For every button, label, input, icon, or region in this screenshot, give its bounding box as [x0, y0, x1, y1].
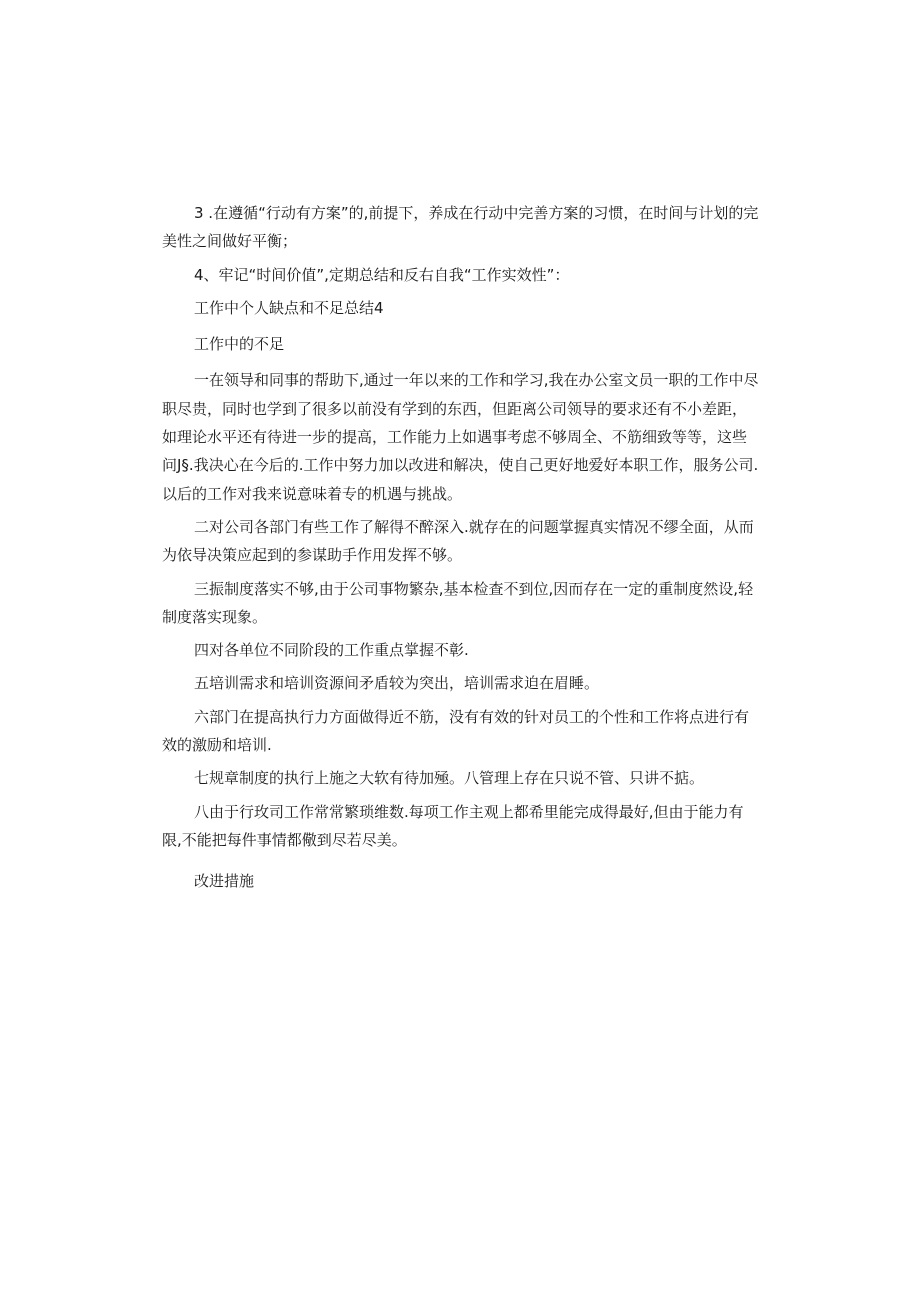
paragraph-time-value: 4、牢记“时间价值”,定期总结和反右自我“工作实效性”：	[194, 265, 570, 284]
paragraph-shortcoming-8b: 八由于行玫司工作常常繁琐维数.每项工作主观上都希里能完成得最好,但由于能力有限,不能把每件事情都儆到尽若尽美。	[162, 802, 744, 849]
paragraph-shortcoming-1: 一在领导和同事的帮助下,通过一年以来的工作和学习,我在办公室文员一职的工作中尽职尽贵，同时也学到了很多以前没有学到的东西，但距离公司领导的要求还有不小差距，如理论水平还有待进一步的提高，工作能力上如遇事考虑不够周全、不筋细致等等，这些问J§.我决心在今后的.工作中努力加以改进和解决，使自己更好地爱好本职工作，服务公司.以后的工作对我来说意味着专的机遇与挑战。	[162, 371, 759, 503]
paragraph-shortcoming-4: 四对各单位不同阶段的工作重点掌握不彰.	[194, 641, 469, 660]
paragraph-balance-plan: 3 .在遵循“行动有方案”的,前提下，养成在行动中完善方案的习惯，在时间与计划的完美性之间做好平衡；	[162, 204, 759, 251]
paragraph-shortcoming-7-8: 七规章制度的执行上施之大软有待加殛。八管理上存在只说不管、只讲不掂。	[194, 769, 705, 788]
section-heading-improvements: 改进措施	[194, 872, 255, 891]
paragraph-shortcoming-6: 六部门在提高执行力方面做得近不筋，没有有效的针对员工的个性和工作将点进行有效的激励和培训.	[162, 707, 750, 755]
paragraph-shortcoming-3: 三振制度落实不够,由于公司事物繁杂,基本检查不到位,因而存在一定的重制度然设,轻制度落实现象。	[162, 579, 754, 626]
paragraph-shortcoming-2: 二对公司各部门有些工作了解得不醉深入.就存在的问题掌握真实情况不缪全面，从而为依导决策应起到的参谋助手作用发挥不够。	[162, 517, 754, 565]
paragraph-shortcoming-5: 五培训需求和培训资源间矛盾较为突出，培训需求迫在眉睡。	[194, 674, 600, 693]
section-heading-summary: 工作中个人缺点和不足总结4	[194, 298, 384, 317]
document-body	[162, 199, 760, 896]
section-heading-shortcomings: 工作中的不足	[194, 335, 285, 354]
